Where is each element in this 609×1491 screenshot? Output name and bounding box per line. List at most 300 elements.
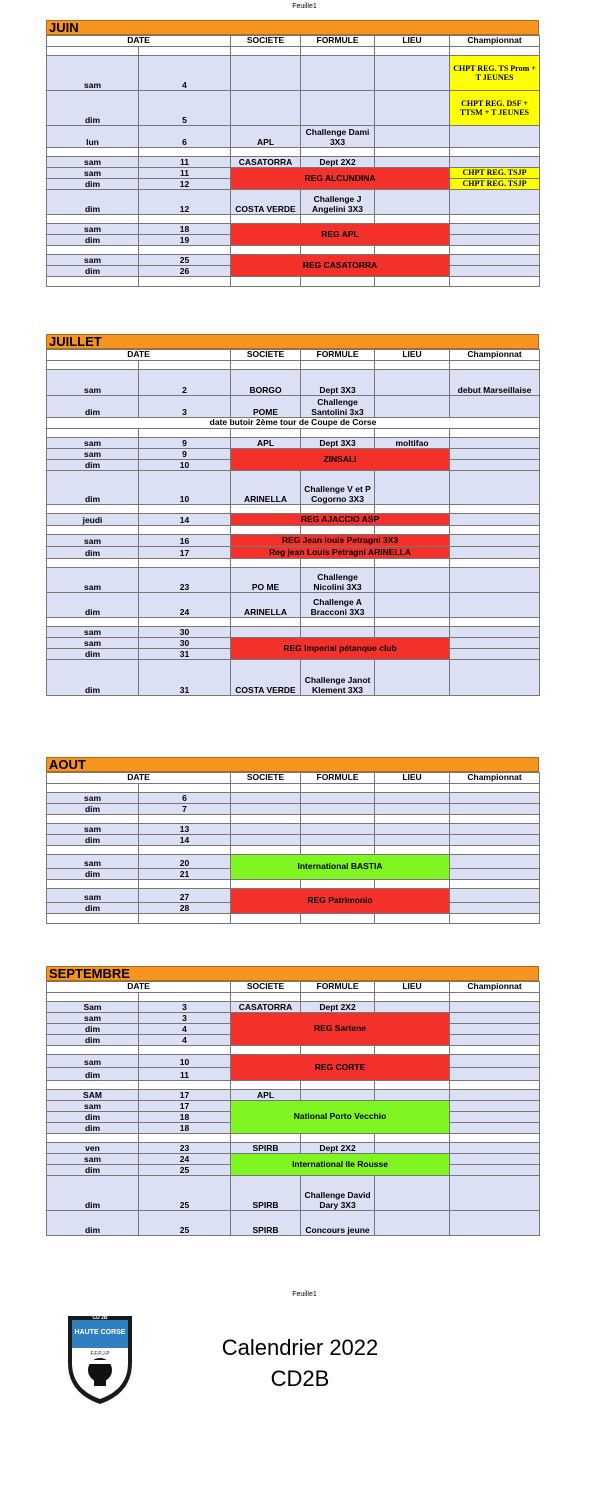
date-number-cell (139, 1134, 231, 1143)
table-row (47, 1002, 540, 1013)
table-row (47, 56, 540, 91)
date-number-cell: 18 (139, 224, 231, 235)
event-span-cell: International Ile Rousse (231, 1154, 450, 1176)
day-cell: sam (47, 1101, 139, 1112)
table-row (47, 660, 540, 696)
championnat-cell (450, 47, 540, 56)
date-number-cell: 11 (139, 1068, 231, 1081)
table-row (47, 157, 540, 168)
table-row (47, 526, 540, 535)
day-cell: sam (47, 638, 139, 649)
month-title: JUIN (46, 20, 539, 35)
date-number-cell: 23 (139, 568, 231, 593)
header-date: DATE (47, 773, 231, 784)
table-row (47, 1046, 540, 1055)
date-number-cell: 18 (139, 1123, 231, 1134)
date-number-cell: 21 (139, 869, 231, 880)
day-cell: dim (47, 266, 139, 277)
date-number-cell: 19 (139, 235, 231, 246)
lieu-cell (375, 190, 450, 215)
table-row (47, 855, 540, 869)
date-number-cell (139, 148, 231, 157)
societe-cell: CASATORRA (231, 1002, 301, 1013)
table-row (47, 471, 540, 505)
day-cell: dim (47, 1024, 139, 1035)
formule-cell (301, 361, 375, 370)
societe-cell: BORGO (231, 370, 301, 396)
day-cell (47, 1134, 139, 1143)
day-cell: dim (47, 1211, 139, 1236)
date-number-cell: 16 (139, 535, 231, 547)
sheet-label-top: Feuille1 (292, 3, 317, 10)
date-number-cell: 26 (139, 266, 231, 277)
championnat-cell (450, 235, 540, 246)
date-number-cell (139, 815, 231, 824)
table-row (47, 370, 540, 396)
date-number-cell (139, 246, 231, 255)
table-row (47, 126, 540, 148)
formule-cell: Challenge J Angelini 3X3 (301, 190, 375, 215)
date-number-cell (139, 1081, 231, 1090)
month-table (46, 349, 540, 696)
societe-cell (231, 835, 301, 846)
lieu-cell (375, 1090, 450, 1101)
formule-cell (301, 835, 375, 846)
column-header-row (47, 982, 540, 993)
formule-cell (301, 526, 375, 535)
formule-cell (301, 148, 375, 157)
day-cell (47, 559, 139, 568)
day-cell: dim (47, 547, 139, 559)
societe-cell (231, 618, 301, 627)
societe-cell: APL (231, 1090, 301, 1101)
table-row (47, 361, 540, 370)
table-row (47, 914, 540, 924)
date-number-cell: 11 (139, 157, 231, 168)
formule-cell (301, 47, 375, 56)
header-societe: SOCIETE (231, 350, 301, 361)
lieu-cell (375, 559, 450, 568)
societe-cell (231, 1134, 301, 1143)
day-cell: dim (47, 1068, 139, 1081)
day-cell: dim (47, 1123, 139, 1134)
table-row (47, 1211, 540, 1236)
table-row (47, 47, 540, 56)
formule-cell: Dept 2X2 (301, 1143, 375, 1154)
championnat-cell (450, 846, 540, 855)
formule-cell: Concours jeune (301, 1211, 375, 1236)
column-header-row (47, 36, 540, 47)
lieu-cell (375, 1046, 450, 1055)
svg-text:HAUTE CORSE: HAUTE CORSE (74, 1329, 126, 1336)
championnat-cell (450, 255, 540, 266)
day-cell: sam (47, 56, 139, 91)
header-date: DATE (47, 36, 231, 47)
societe-cell (231, 429, 301, 438)
formule-cell (301, 246, 375, 255)
date-number-cell: 11 (139, 168, 231, 179)
formule-cell (301, 559, 375, 568)
day-cell (47, 277, 139, 287)
lieu-cell (375, 505, 450, 514)
championnat-cell (450, 148, 540, 157)
event-span-cell: REG Jean louis Petragni 3X3 (231, 535, 450, 547)
date-number-cell: 3 (139, 1013, 231, 1024)
formule-cell (301, 1046, 375, 1055)
month-section (46, 334, 539, 696)
championnat-cell (450, 438, 540, 449)
day-cell: dim (47, 1165, 139, 1176)
date-number-cell: 25 (139, 255, 231, 266)
day-cell: dim (47, 471, 139, 505)
day-cell (47, 1081, 139, 1090)
lieu-cell (375, 568, 450, 593)
date-number-cell: 20 (139, 855, 231, 869)
table-row (47, 449, 540, 460)
header-formule: FORMULE (301, 982, 375, 993)
svg-text:F.F.P.J.P: F.F.P.J.P (90, 1351, 110, 1357)
championnat-cell (450, 190, 540, 215)
societe-cell: ARINELLA (231, 593, 301, 618)
championnat-cell (450, 568, 540, 593)
societe-cell: COSTA VERDE (231, 190, 301, 215)
formule-cell: Dept 3X3 (301, 370, 375, 396)
date-number-cell (139, 47, 231, 56)
lieu-cell (375, 370, 450, 396)
lieu-cell (375, 91, 450, 126)
day-cell: dim (47, 593, 139, 618)
date-number-cell: 4 (139, 1024, 231, 1035)
formule-cell (301, 429, 375, 438)
date-number-cell: 7 (139, 804, 231, 815)
societe-cell (231, 793, 301, 804)
societe-cell (231, 56, 301, 91)
table-row (47, 438, 540, 449)
date-number-cell: 25 (139, 1165, 231, 1176)
formule-cell: Challenge Dami 3X3 (301, 126, 375, 148)
day-cell (47, 880, 139, 889)
lieu-cell (375, 815, 450, 824)
day-cell: sam (47, 224, 139, 235)
header-lieu: LIEU (375, 36, 450, 47)
sheet-label-bottom: Feuille1 (292, 1291, 317, 1298)
championnat-cell (450, 1211, 540, 1236)
championnat-cell (450, 1123, 540, 1134)
month-title: SEPTEMBRE (46, 966, 539, 981)
day-cell (47, 993, 139, 1002)
societe-cell: SPIRB (231, 1176, 301, 1211)
societe-cell (231, 277, 301, 287)
day-cell (47, 47, 139, 56)
date-number-cell: 10 (139, 471, 231, 505)
date-number-cell: 3 (139, 396, 231, 418)
footer-title-line-1: Calendrier 2022 (221, 1335, 379, 1360)
table-row (47, 824, 540, 835)
championnat-cell (450, 638, 540, 649)
event-span-cell: REG AJACCIO ASP (231, 514, 450, 526)
date-number-cell: 27 (139, 889, 231, 903)
lieu-cell (375, 1134, 450, 1143)
championnat-cell (450, 126, 540, 148)
day-cell (47, 618, 139, 627)
societe-cell (231, 1046, 301, 1055)
lieu-cell (375, 396, 450, 418)
championnat-cell (450, 277, 540, 287)
championnat-cell: debut Marseillaise (450, 370, 540, 396)
championnat-cell (450, 993, 540, 1002)
event-span-cell: International BASTIA (231, 855, 450, 880)
table-row (47, 638, 540, 649)
column-header-row (47, 350, 540, 361)
formule-cell (301, 277, 375, 287)
header-societe: SOCIETE (231, 773, 301, 784)
day-cell: dim (47, 1035, 139, 1046)
societe-cell: APL (231, 438, 301, 449)
championnat-cell (450, 869, 540, 880)
formule-cell (301, 793, 375, 804)
day-cell (47, 505, 139, 514)
header-lieu: LIEU (375, 350, 450, 361)
event-span-cell: REG Patrimonio (231, 889, 450, 914)
lieu-cell (375, 1211, 450, 1236)
table-row (47, 1081, 540, 1090)
formule-cell: Challenge Janot Klement 3X3 (301, 660, 375, 696)
table-row (47, 993, 540, 1002)
formule-cell: Challenge V et P Cogorno 3X3 (301, 471, 375, 505)
formule-cell (301, 824, 375, 835)
formule-cell (301, 784, 375, 793)
day-cell: dim (47, 835, 139, 846)
lieu-cell (375, 660, 450, 696)
championnat-cell (450, 1176, 540, 1211)
championnat-cell (450, 1134, 540, 1143)
championnat-cell (450, 804, 540, 815)
date-number-cell: 17 (139, 1090, 231, 1101)
date-number-cell: 25 (139, 1211, 231, 1236)
day-cell: sam (47, 627, 139, 638)
championnat-cell (450, 903, 540, 914)
table-row (47, 215, 540, 224)
societe-cell (231, 246, 301, 255)
date-number-cell (139, 784, 231, 793)
lieu-cell (375, 846, 450, 855)
championnat-cell (450, 1154, 540, 1165)
formule-cell (301, 914, 375, 924)
societe-cell (231, 824, 301, 835)
formule-cell: Challenge David Dary 3X3 (301, 1176, 375, 1211)
lieu-cell (375, 784, 450, 793)
table-row (47, 804, 540, 815)
event-span-cell: REG Sartene (231, 1013, 450, 1046)
championnat-cell (450, 855, 540, 869)
header-championnat: Championnat (450, 773, 540, 784)
day-cell: jeudi (47, 514, 139, 526)
header-formule: FORMULE (301, 36, 375, 47)
table-row (47, 835, 540, 846)
championnat-cell (450, 784, 540, 793)
table-row (47, 1176, 540, 1211)
event-span-cell: National Porto Vecchio (231, 1101, 450, 1134)
day-cell: Sam (47, 1002, 139, 1013)
day-cell: sam (47, 889, 139, 903)
formule-cell (301, 804, 375, 815)
championnat-cell (450, 471, 540, 505)
lieu-cell (375, 126, 450, 148)
lieu-cell (375, 1002, 450, 1013)
date-number-cell (139, 526, 231, 535)
date-number-cell: 13 (139, 824, 231, 835)
formule-cell (301, 1090, 375, 1101)
date-number-cell: 2 (139, 370, 231, 396)
day-cell: lun (47, 126, 139, 148)
date-number-cell (139, 215, 231, 224)
header-date: DATE (47, 982, 231, 993)
championnat-cell (450, 835, 540, 846)
table-row (47, 514, 540, 526)
lieu-cell (375, 471, 450, 505)
date-number-cell (139, 277, 231, 287)
societe-cell (231, 1081, 301, 1090)
championnat-cell (450, 535, 540, 547)
date-number-cell: 17 (139, 547, 231, 559)
date-number-cell: 6 (139, 793, 231, 804)
lieu-cell (375, 824, 450, 835)
championnat-cell (450, 1024, 540, 1035)
header-championnat: Championnat (450, 36, 540, 47)
day-cell (47, 914, 139, 924)
day-cell: dim (47, 869, 139, 880)
date-number-cell: 10 (139, 1055, 231, 1068)
footer-title-line-2: CD2B (270, 1366, 330, 1391)
lieu-cell (375, 914, 450, 924)
championnat-cell: CHPT REG. TSJP (450, 179, 540, 190)
date-number-cell: 25 (139, 1176, 231, 1211)
formule-cell (301, 815, 375, 824)
championnat-cell (450, 815, 540, 824)
day-cell: sam (47, 855, 139, 869)
day-cell: dim (47, 190, 139, 215)
header-championnat: Championnat (450, 350, 540, 361)
societe-cell (231, 784, 301, 793)
societe-cell (231, 880, 301, 889)
date-number-cell: 31 (139, 649, 231, 660)
championnat-cell (450, 1068, 540, 1081)
day-cell (47, 361, 139, 370)
day-cell: sam (47, 438, 139, 449)
lieu-cell (375, 880, 450, 889)
table-row (47, 168, 540, 179)
championnat-cell (450, 157, 540, 168)
lieu-cell (375, 835, 450, 846)
date-number-cell: 12 (139, 179, 231, 190)
shield-logo-icon (60, 1308, 140, 1408)
date-number-cell: 31 (139, 660, 231, 696)
month-title: AOUT (46, 757, 539, 772)
championnat-cell (450, 559, 540, 568)
championnat-cell (450, 449, 540, 460)
lieu-cell (375, 793, 450, 804)
date-number-cell (139, 880, 231, 889)
championnat-cell (450, 514, 540, 526)
championnat-cell (450, 1165, 540, 1176)
championnat-cell (450, 460, 540, 471)
championnat-cell (450, 1143, 540, 1154)
championnat-cell (450, 396, 540, 418)
date-number-cell: 17 (139, 1101, 231, 1112)
championnat-cell (450, 914, 540, 924)
table-row (47, 429, 540, 438)
championnat-cell: CHPT REG. DSF + TTSM + T JEUNES (450, 91, 540, 126)
table-row (47, 846, 540, 855)
day-cell (47, 246, 139, 255)
championnat-cell (450, 1090, 540, 1101)
formule-cell (301, 880, 375, 889)
lieu-cell (375, 618, 450, 627)
formule-cell (301, 993, 375, 1002)
societe-cell (231, 505, 301, 514)
championnat-cell (450, 880, 540, 889)
societe-cell: PO ME (231, 568, 301, 593)
formule-cell (301, 1081, 375, 1090)
day-cell (47, 846, 139, 855)
date-number-cell: 24 (139, 1154, 231, 1165)
month-section (46, 966, 539, 1236)
societe-cell (231, 559, 301, 568)
formule-cell: Challenge A Bracconi 3X3 (301, 593, 375, 618)
championnat-cell (450, 547, 540, 559)
day-cell (47, 429, 139, 438)
table-row (47, 880, 540, 889)
championnat-cell: CHPT REG. TS Prom + T JEUNES (450, 56, 540, 91)
date-number-cell: 18 (139, 1112, 231, 1123)
table-row (47, 1013, 540, 1024)
full-width-note: date butoir 2ème tour de Coupe de Corse (47, 418, 540, 429)
formule-cell (301, 618, 375, 627)
championnat-cell (450, 215, 540, 224)
date-number-cell: 5 (139, 91, 231, 126)
date-number-cell (139, 993, 231, 1002)
championnat-cell (450, 824, 540, 835)
lieu-cell (375, 277, 450, 287)
date-number-cell: 9 (139, 449, 231, 460)
formule-cell: Challenge Nicolini 3X3 (301, 568, 375, 593)
event-span-cell: REG Imperial pétanque club (231, 638, 450, 660)
month-table (46, 772, 540, 924)
day-cell: dim (47, 660, 139, 696)
table-row (47, 1055, 540, 1068)
championnat-cell (450, 1081, 540, 1090)
day-cell (47, 148, 139, 157)
lieu-cell (375, 993, 450, 1002)
event-span-cell: REG ALCUNDINA (231, 168, 450, 190)
lieu-cell: moltifao (375, 438, 450, 449)
table-row (47, 1101, 540, 1112)
table-row (47, 618, 540, 627)
day-cell: sam (47, 1154, 139, 1165)
date-number-cell: 30 (139, 627, 231, 638)
date-number-cell (139, 914, 231, 924)
date-number-cell (139, 559, 231, 568)
societe-cell: SPIRB (231, 1143, 301, 1154)
event-span-cell: ZINSALI (231, 449, 450, 471)
day-cell: dim (47, 91, 139, 126)
month-table (46, 981, 540, 1236)
svg-text:CD 2B: CD 2B (92, 1315, 108, 1321)
championnat-cell (450, 593, 540, 618)
table-row (47, 224, 540, 235)
societe-cell: POME (231, 396, 301, 418)
table-row (47, 1090, 540, 1101)
